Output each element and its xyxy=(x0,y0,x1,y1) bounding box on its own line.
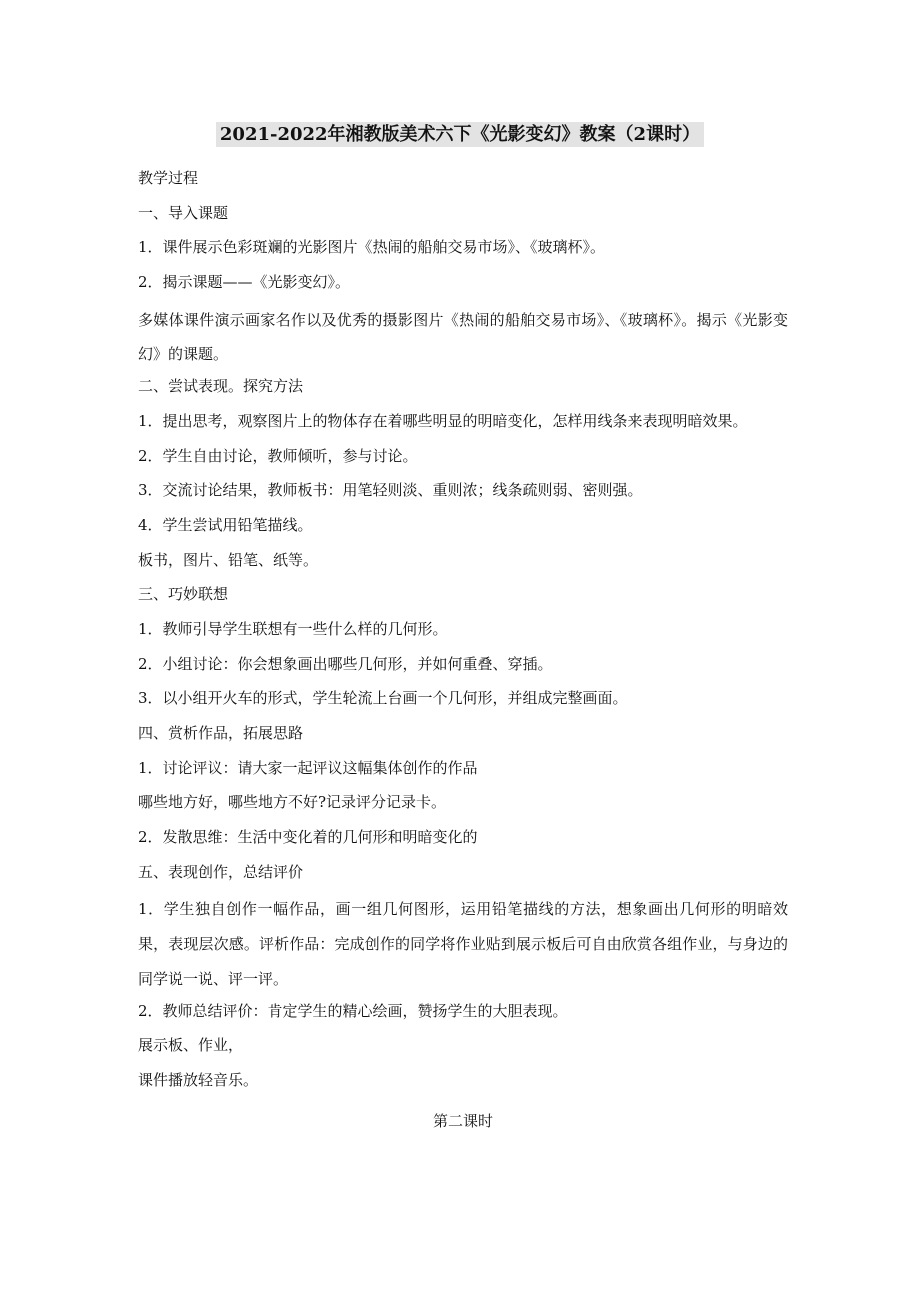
paragraph: 1．教师引导学生联想有一些什么样的几何形。 xyxy=(138,619,448,638)
paragraph: 展示板、作业， xyxy=(138,1036,244,1055)
heading-section-4: 四、赏析作品，拓展思路 xyxy=(138,724,304,743)
paragraph: 2．教师总结评价：肯定学生的精心绘画，赞扬学生的大胆表现。 xyxy=(138,1001,568,1020)
document-title xyxy=(0,122,920,148)
document-body xyxy=(138,164,788,1141)
paragraph-teaching-process: 教学过程 xyxy=(138,169,199,187)
paragraph: 板书，图片、铅笔、纸等。 xyxy=(138,550,319,569)
section-heading-lesson-2: 第二课时 xyxy=(432,1111,493,1130)
paragraph: 多媒体课件演示画家名作以及优秀的摄影图片《热闹的船舶交易市场》、《玻璃杯》。揭示《光影变幻》的课题。 xyxy=(138,310,788,364)
heading-section-2: 二、尝试表现。探究方法 xyxy=(138,377,304,396)
paragraph: 2．揭示课题——《光影变幻》。 xyxy=(138,273,351,292)
paragraph: 3．以小组开火车的形式，学生轮流上台画一个几何形，并组成完整画面。 xyxy=(138,689,628,708)
paragraph: 1．课件展示色彩斑斓的光影图片《热闹的船舶交易市场》、《玻璃杯》。 xyxy=(138,238,606,257)
paragraph: 2．学生自由讨论，教师倾听，参与讨论。 xyxy=(138,446,418,465)
paragraph: 4．学生尝试用铅笔描线。 xyxy=(138,515,313,534)
paragraph: 1．提出思考，观察图片上的物体存在着哪些明显的明暗变化，怎样用线条来表现明暗效果。 xyxy=(138,411,748,430)
paragraph: 1．学生独自创作一幅作品，画一组几何图形，运用铅笔描线的方法，想象画出几何形的明暗效果，表现层次感。评析作品：完成创作的同学将作业贴到展示板后可自由欣赏各组作业，与身边的同学说一说、评一评。 xyxy=(138,900,788,988)
paragraph: 1．讨论评议：请大家一起评议这幅集体创作的作品 xyxy=(138,758,478,777)
paragraph: 2．小组讨论：你会想象画出哪些几何形，并如何重叠、穿插。 xyxy=(138,654,553,673)
heading-section-5: 五、表现创作，总结评价 xyxy=(138,862,304,881)
paragraph: 3．交流讨论结果，教师板书：用笔轻则淡、重则浓；线条疏则弱、密则强。 xyxy=(138,481,643,500)
document-title-text: 2021-2022年湘教版美术六下《光影变幻》教案（2课时） xyxy=(216,122,704,147)
heading-section-3: 三、巧妙联想 xyxy=(138,585,229,604)
paragraph: 2．发散思维：生活中变化着的几何形和明暗变化的 xyxy=(138,828,478,847)
paragraph: 哪些地方好，哪些地方不好?记录评分记录卡。 xyxy=(138,793,447,812)
paragraph: 课件播放轻音乐。 xyxy=(138,1070,259,1089)
heading-section-1: 一、导入课题 xyxy=(138,203,229,222)
